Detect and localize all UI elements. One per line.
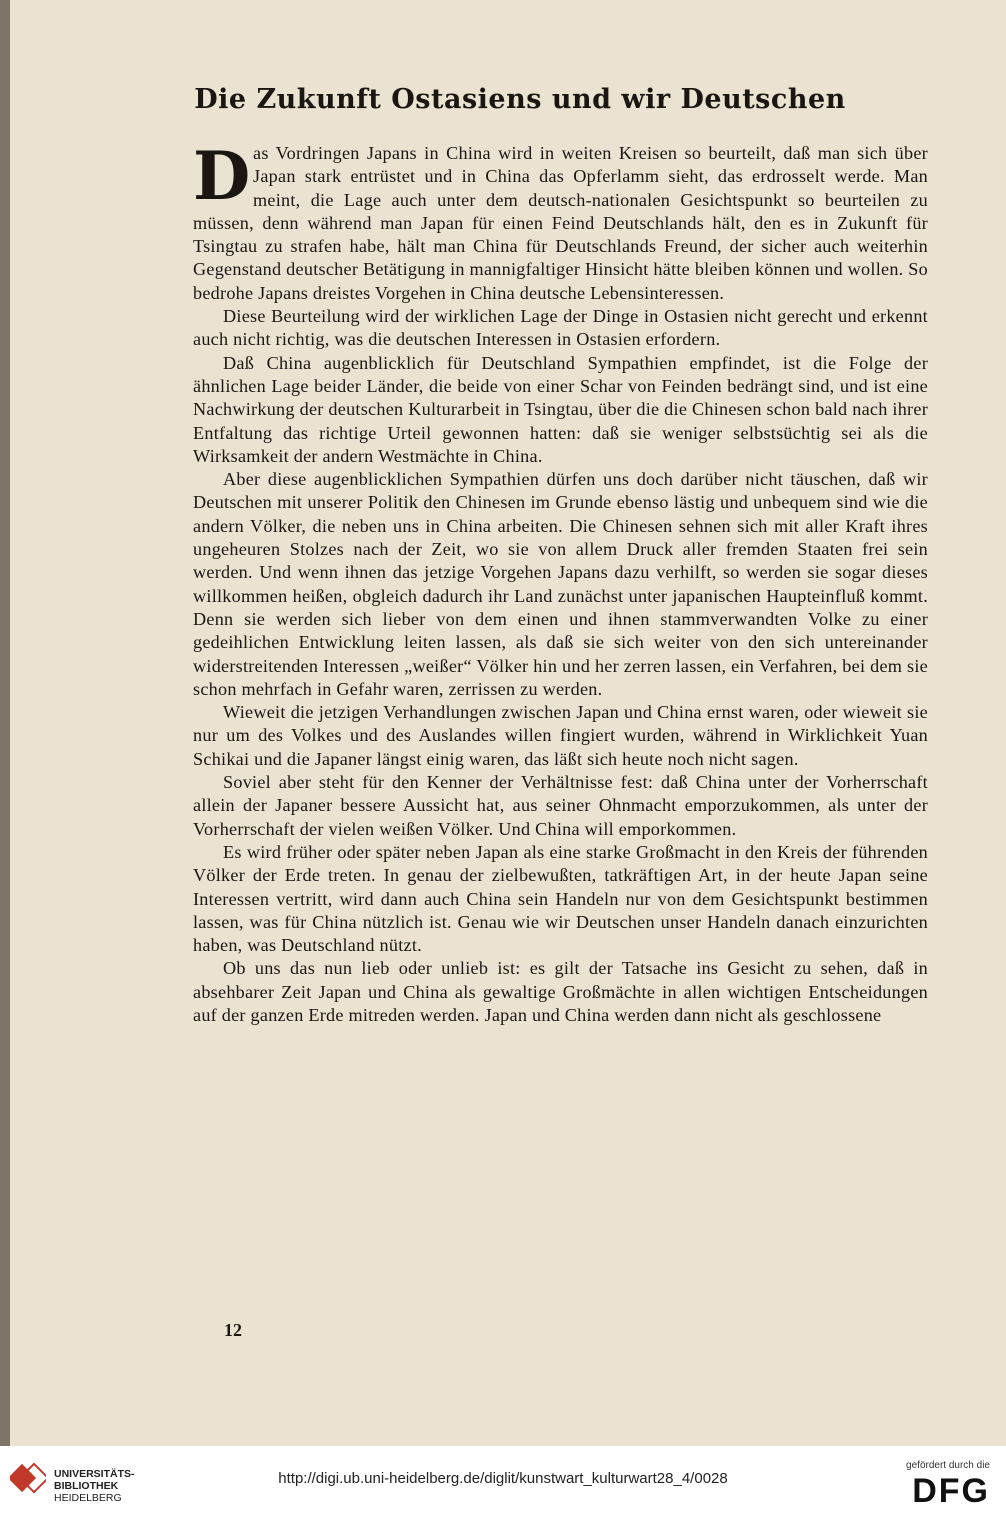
- paragraph: Soviel aber steht für den Kenner der Verhältnisse fest: daß China unter der Vorherrschaft allein der Japaner bessere Aussicht hat, aus seiner Ohnmacht emporzukommen, als unter der Vorherrschaft der vielen weißen Völker. Und China will emporkommen.: [193, 772, 928, 839]
- footer-bar: [0, 1446, 1006, 1526]
- paragraph: Aber diese augenblicklichen Sympathien dürfen uns doch darüber nicht täuschen, daß wir Deutschen mit unserer Politik den Chinesen im Grunde ebenso lästig und unbequem sind wie die andern Völker, die neben uns in China arbeiten. Die Chinesen sehnen sich mit aller Kraft ihres ungeheuren Stolzes nach der Zeit, wo sie von allem Druck aller fremden Staaten frei sein werden. Und wenn ihnen das jetzige Vorgehen Japans dazu verhilft, so werden sie sogar dieses willkommen heißen, obgleich dadurch ihr Land zunächst unter japanischen Haupteinfluß kommt. Denn sie werden sich lieber von dem einen und ihnen stammverwandten Volke zu einer gedeihlichen Entwicklung leiten lassen, als daß sie sich weiter von den sich untereinander widerstreitenden Interessen „weißer“ Völker hin und her zerren lassen, ein Verfahren, bei dem sie schon mehrfach in Gefahr waren, zerrissen zu werden.: [193, 469, 928, 699]
- library-name-line: HEIDELBERG: [54, 1492, 122, 1504]
- paragraph-text: as Vordringen Japans in China wird in weiten Kreisen so beurteilt, daß man sich über Japan stark entrüstet und in China das Opferlamm sieht, das erdrosselt werde. Man meint, die Lage auch unter dem deutsch-nationalen Gesichtspunkt so beurteilen zu müssen, denn während man Japan für einen Feind Deutschlands hält, den es in Zukunft für Tsingtau zu strafen habe, hält man China für Deutschlands Freund, der sicher auch weiterhin Gegenstand deutscher Betätigung in mannigfaltiger Hinsicht hätte bleiben können und wollen. So bedrohe Japans dreistes Vorgehen in China deutsche Lebensinteressen.: [193, 143, 928, 303]
- paragraph: Daß China augenblicklich für Deutschland Sympathien empfindet, ist die Folge der ähnlichen Lage beider Länder, die beide von einer Schar von Feinden bedrängt sind, und ist eine Nachwirkung der deutschen Kulturarbeit in Tsingtau, über die die Chinesen schon bald nach ihrer Entfaltung das richtige Urteil gewonnen hatten: daß sie weniger selbstsüchtig sei als die Wirksamkeit der andern Westmächte in China.: [193, 352, 928, 466]
- library-name-line: BIBLIOTHEK: [54, 1480, 119, 1492]
- funder-label: gefördert durch die: [906, 1460, 990, 1471]
- paragraph: Ob uns das nun lieb oder unlieb ist: es gilt der Tatsache ins Gesicht zu sehen, daß in absehbarer Zeit Japan und China als gewaltige Großmächte in allen wichtigen Entscheidungen auf der ganzen Erde mitreden werden. Japan und China werden dann nicht als geschlossene: [193, 958, 928, 1025]
- dfg-logo: DFG: [912, 1472, 990, 1510]
- library-name-line: UNIVERSITÄTS-: [54, 1468, 135, 1480]
- page-edge-shadow: [0, 0, 10, 1446]
- paragraph: [193, 137, 928, 305]
- paragraph: Es wird früher oder später neben Japan als eine starke Großmacht in den Kreis der führenden Völker der Erde treten. In genau der zielbewußten, tatkräftigen Art, in der heute Japan seine Interessen vertritt, wird dann auch China sein Handeln nur von dem Gesichtspunkt bestimmen lassen, was für China nützlich ist. Genau wie wir Deutschen unser Handeln danach einzurichten haben, was Deutschland nützt.: [193, 841, 928, 956]
- article-title: Die Zukunft Ostasiens und wir Deutschen: [194, 84, 846, 115]
- page-number: 12: [224, 1320, 242, 1340]
- source-url-link[interactable]: http://digi.ub.uni-heidelberg.de/diglit/kunstwart_kulturwart28_4/0028: [278, 1470, 728, 1487]
- funder-block: [906, 1460, 990, 1511]
- paragraph: Diese Beurteilung wird der wirklichen Lage der Dinge in Ostasien nicht gerecht und erkennt auch nicht richtig, was die deutschen Interessen in Ostasien erfordern.: [193, 306, 928, 350]
- paragraph: Wieweit die jetzigen Verhandlungen zwischen Japan und China ernst waren, oder wieweit sie nur um des Volkes und des Auslandes willen fingiert wurden, während in Wirklichkeit Yuan Schikai und die Japaner längst einig waren, das läßt sich heute noch nicht sagen.: [193, 702, 928, 769]
- article-body: [193, 137, 928, 1027]
- drop-cap: D: [193, 137, 251, 215]
